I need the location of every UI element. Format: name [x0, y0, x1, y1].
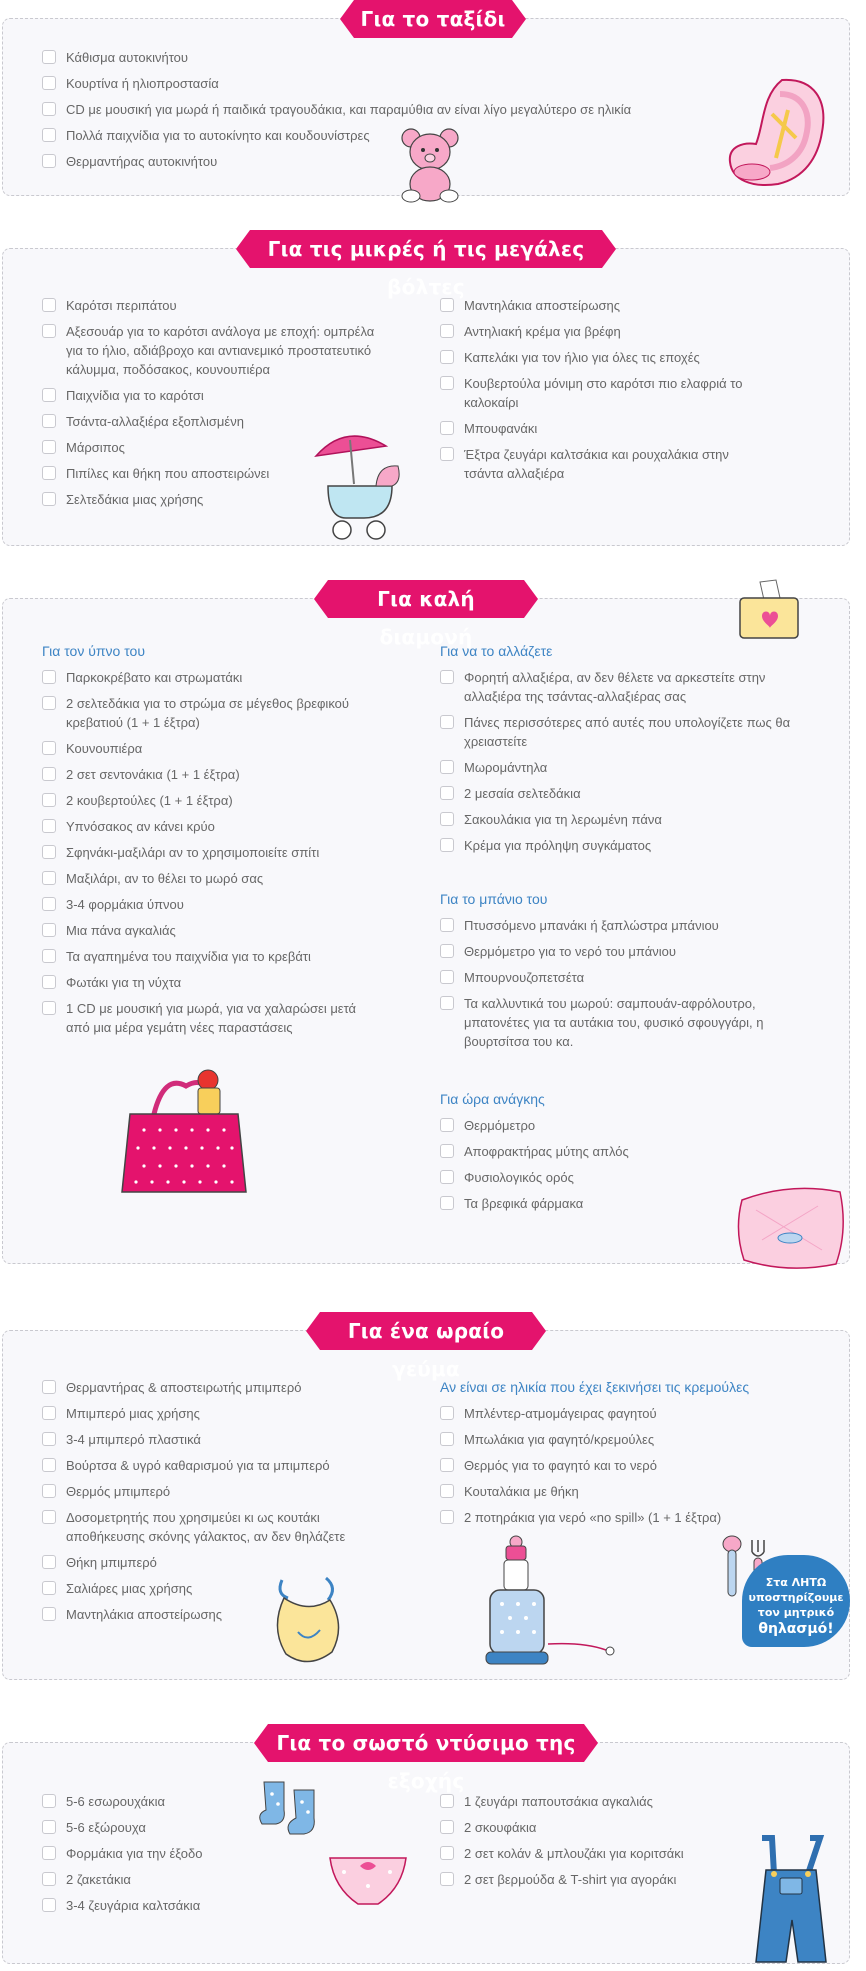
checklist-item [42, 843, 382, 862]
checklist-item-label: Θερμόμετρο για το νερό του μπάνιου [464, 944, 676, 959]
checklist-item-label: Θερμός για το φαγητό και το νερό [464, 1458, 657, 1473]
checklist-item [42, 817, 382, 836]
checkbox[interactable] [42, 1432, 56, 1446]
checkbox[interactable] [42, 1898, 56, 1912]
checklist-item [42, 1430, 382, 1449]
checkbox[interactable] [42, 1607, 56, 1621]
clothes-right-list [440, 1792, 760, 1896]
checklist-item [42, 895, 382, 914]
checklist-item [440, 942, 800, 961]
checkbox[interactable] [42, 388, 56, 402]
change-heading: Για να το αλλάζετε [440, 643, 553, 659]
checklist-item [440, 1142, 740, 1161]
checkbox[interactable] [42, 466, 56, 480]
car-seat-icon [722, 74, 834, 192]
checkbox[interactable] [42, 1872, 56, 1886]
checkbox[interactable] [440, 670, 454, 684]
checklist-item-label: Πιπίλες και θήκη που αποστειρώνει [66, 466, 270, 481]
checklist-item-label: Σακουλάκια για τη λερωμένη πάνα [464, 812, 662, 827]
diaper-icon [326, 1848, 410, 1914]
checklist-item [440, 994, 800, 1051]
checklist-item-label: Τα καλλυντικά του μωρού: σαμπουάν-αφρόλουτρο, μπατονέτες για τα αυτάκια του, φυσικό σφουγγάρι, η βουρτσίτσα του κα. [464, 996, 764, 1049]
checklist-item [440, 296, 750, 315]
tissue-box-icon [734, 578, 804, 644]
checkbox[interactable] [42, 1846, 56, 1860]
checkbox[interactable] [42, 102, 56, 116]
checklist-item-label: CD με μουσική για μωρά ή παιδικά τραγουδάκια, και παραμύθια αν είναι λίγο μεγαλύτερο σε ηλικία [66, 102, 632, 117]
checklist-item [440, 322, 750, 341]
checklist-item [42, 1404, 382, 1423]
meal-right-column [440, 1378, 800, 1534]
checklist-item-label: Κάθισμα αυτοκινήτου [66, 50, 189, 65]
checklist-item-label: Κρέμα για πρόληψη συγκάματος [464, 838, 652, 853]
checklist-item [42, 668, 382, 687]
checkbox[interactable] [440, 1458, 454, 1472]
banner-clothes: Για το σωστό ντύσιμο της εξοχής [268, 1724, 584, 1762]
checklist-item-label: 2 σετ σεντονάκια (1 + 1 έξτρα) [66, 767, 240, 782]
checklist-item-label: Σελτεδάκια μιας χρήσης [66, 492, 204, 507]
checkbox[interactable] [42, 1001, 56, 1015]
checklist-item [440, 1116, 740, 1135]
checklist-item-label: Σαλιάρες μιας χρήσης [66, 1581, 193, 1596]
checklist-item [42, 152, 682, 171]
checkbox[interactable] [42, 793, 56, 807]
checkbox[interactable] [42, 154, 56, 168]
checkbox[interactable] [440, 760, 454, 774]
walks-right-list [440, 296, 750, 490]
checkbox[interactable] [42, 128, 56, 142]
checklist-item [42, 1508, 382, 1546]
banner-walks: Για τις μικρές ή τις μεγάλες βόλτες [250, 230, 602, 268]
checklist-item [440, 1430, 800, 1449]
checklist-item [42, 100, 682, 119]
checklist-item [42, 1456, 382, 1475]
checklist-item-label: Φορμάκια για την έξοδο [66, 1846, 203, 1861]
checklist-item-label: Θερμόμετρο [464, 1118, 536, 1133]
checklist-item [440, 1456, 800, 1475]
checkbox[interactable] [42, 1484, 56, 1498]
checklist-item [440, 1792, 760, 1811]
checklist-item [42, 1553, 382, 1572]
checklist-item-label: Κουρτίνα ή ηλιοπροστασία [66, 76, 219, 91]
checklist-item-label: Θήκη μπιμπερό [66, 1555, 157, 1570]
checklist-item [440, 1482, 800, 1501]
checklist-item [440, 1870, 760, 1889]
bath-heading: Για το μπάνιο του [440, 891, 548, 907]
checkbox[interactable] [42, 741, 56, 755]
checklist-item [440, 419, 750, 438]
checkbox[interactable] [42, 298, 56, 312]
checkbox[interactable] [440, 1820, 454, 1834]
checklist-item-label: Τα αγαπημένα του παιχνίδια για το κρεβάτι [66, 949, 311, 964]
checkbox[interactable] [440, 447, 454, 461]
checkbox[interactable] [440, 1118, 454, 1132]
checklist-item [42, 999, 382, 1037]
checklist-item-label: 2 ποτηράκια για νερό «no spill» (1 + 1 έξτρα) [464, 1510, 722, 1525]
checkbox[interactable] [42, 1510, 56, 1524]
checkbox[interactable] [440, 970, 454, 984]
checklist-item [440, 836, 800, 855]
checklist-item-label: Μια πάνα αγκαλιάς [66, 923, 176, 938]
banner-stay: Για καλή διαμονή [328, 580, 524, 618]
checkbox[interactable] [42, 845, 56, 859]
checkbox[interactable] [42, 1458, 56, 1472]
checklist-item-label: Αντηλιακή κρέμα για βρέφη [464, 324, 621, 339]
checklist-item [42, 1844, 342, 1863]
checklist-item-label: Θερμαντήρας αυτοκινήτου [66, 154, 218, 169]
checklist-item-label: 2 μεσαία σελτεδάκια [464, 786, 581, 801]
checklist-item [440, 1404, 800, 1423]
checkbox[interactable] [42, 923, 56, 937]
checklist-item-label: 2 σετ κολάν & μπλουζάκι για κοριτσάκι [464, 1846, 684, 1861]
stay-change-column [440, 642, 800, 862]
purees-heading: Αν είναι σε ηλικία που έχει ξεκινήσει τις κρεμούλες [440, 1379, 750, 1395]
checklist-item-label: Μπουφανάκι [464, 421, 538, 436]
checklist-item-label: Παρκοκρέβατο και στρωματάκι [66, 670, 243, 685]
checklist-item [440, 713, 800, 751]
checklist-item [440, 1844, 760, 1863]
checklist-item-label: Δοσομετρητής που χρησιμεύει κι ως κουτάκι αποθήκευσης σκόνης γάλακτος, αν δεν θηλάζετε [66, 1510, 346, 1544]
pillow-icon [732, 1180, 850, 1276]
checklist-item [42, 869, 382, 888]
checkbox[interactable] [42, 1581, 56, 1595]
checklist-item-label: Βούρτσα & υγρό καθαρισμού για τα μπιμπερό [66, 1458, 330, 1473]
checklist-item-label: 2 σετ βερμούδα & T-shirt για αγοράκι [464, 1872, 677, 1887]
checklist-item [42, 694, 382, 732]
checklist-item-label: Φορητή αλλαξιέρα, αν δεν θέλετε να αρκεστείτε στην αλλαξιέρα της τσάντας-αλλαξιέρας σας [464, 670, 766, 704]
checkbox[interactable] [42, 1406, 56, 1420]
banner-travel: Για το ταξίδι [354, 0, 512, 38]
checklist-item-label: Κουνουπιέρα [66, 741, 143, 756]
checklist-item-label: Τα βρεφικά φάρμακα [464, 1196, 584, 1211]
checkbox[interactable] [440, 324, 454, 338]
checkbox[interactable] [42, 975, 56, 989]
checklist-item [440, 968, 800, 987]
travel-list [42, 48, 682, 178]
checkbox[interactable] [440, 812, 454, 826]
checklist-item [42, 921, 382, 940]
checkbox[interactable] [440, 918, 454, 932]
checklist-item-label: 3-4 ζευγάρια καλτσάκια [66, 1898, 201, 1913]
bubble-line-1: Στα ΛΗΤΩ [765, 1576, 827, 1589]
checklist-item [440, 784, 800, 803]
checklist-item [42, 1896, 342, 1915]
checkbox[interactable] [440, 421, 454, 435]
stay-bath-column [440, 890, 800, 1058]
checklist-item [42, 296, 392, 315]
checklist-item [42, 1482, 382, 1501]
checklist-item [42, 765, 382, 784]
checkbox[interactable] [440, 1406, 454, 1420]
checklist-item-label: Τσάντα-αλλαξιέρα εξοπλισμένη [66, 414, 244, 429]
bubble-line-2: υποστηρίζουμε [748, 1591, 844, 1604]
checklist-item-label: 1 CD με μουσική για μωρά, για να χαλαρώσει μετά από μια μέρα γεμάτη νέες παραστάσεις [66, 1001, 357, 1035]
checklist-item [440, 668, 800, 706]
checkbox[interactable] [440, 1510, 454, 1524]
checkbox[interactable] [440, 715, 454, 729]
overalls-icon [744, 1834, 838, 1970]
checklist-item [42, 947, 382, 966]
checkbox[interactable] [440, 1484, 454, 1498]
checkbox[interactable] [440, 1144, 454, 1158]
checklist-item-label: Καρότσι περιπάτου [66, 298, 177, 313]
checkbox[interactable] [440, 786, 454, 800]
checklist-item-label: 1 ζευγάρι παπουτσάκια αγκαλιάς [464, 1794, 653, 1809]
checkbox[interactable] [440, 1196, 454, 1210]
checklist-item-label: Έξτρα ζευγάρι καλτσάκια και ρουχαλάκια στην τσάντα αλλαξιέρα [464, 447, 729, 481]
checkbox[interactable] [42, 767, 56, 781]
checklist-item [440, 445, 750, 483]
checklist-item [42, 973, 382, 992]
stay-sleep-column [42, 642, 382, 1044]
checkbox[interactable] [42, 1380, 56, 1394]
checklist-item [440, 348, 750, 367]
checkbox[interactable] [440, 1432, 454, 1446]
checkbox[interactable] [42, 414, 56, 428]
checklist-item [42, 74, 682, 93]
checkbox[interactable] [42, 871, 56, 885]
checkbox[interactable] [42, 1820, 56, 1834]
checklist-item-label: Σφηνάκι-μαξιλάρι αν το χρησιμοποιείτε σπίτι [66, 845, 320, 860]
checklist-item [42, 386, 392, 405]
checklist-item-label: Πάνες περισσότερες από αυτές που υπολογίζετε πως θα χρειαστείτε [464, 715, 791, 749]
checkbox[interactable] [440, 1872, 454, 1886]
checklist-item-label: 2 κουβερτούλες (1 + 1 έξτρα) [66, 793, 233, 808]
checklist-item-label: Θερμαντήρας & αποστειρωτής μπιμπερό [66, 1380, 302, 1395]
checkbox[interactable] [42, 670, 56, 684]
checklist-item-label: Καπελάκι για τον ήλιο για όλες τις εποχές [464, 350, 700, 365]
checkbox[interactable] [42, 50, 56, 64]
checklist-item-label: 3-4 μπιμπερό πλαστικά [66, 1432, 201, 1447]
bottle-warmer-icon [484, 1534, 626, 1670]
checklist-item-label: 5-6 εξώρουχα [66, 1820, 146, 1835]
handbag-icon [114, 1066, 254, 1198]
checklist-item-label: Μαντηλάκια αποστείρωσης [464, 298, 620, 313]
checklist-item-label: 2 σκουφάκια [464, 1820, 537, 1835]
checklist-item-label: Μπουρνουζοπετσέτα [464, 970, 585, 985]
checklist-item-label: Αξεσουάρ για το καρότσι ανάλογα με εποχή: ομπρέλα για το ήλιο, αδιάβροχο και αντιανεμικό προστατευτικό κάλυμμα, ποδόσακος, κουνουπιέρα [66, 324, 375, 377]
checklist-item-label: Κουταλάκια με θήκη [464, 1484, 579, 1499]
checklist-item [440, 374, 750, 412]
checklist-item-label: Μαξιλάρι, αν το θέλει το μωρό σας [66, 871, 264, 886]
checklist-item-label: 2 σελτεδάκια για το στρώμα σε μέγεθος βρεφικού κρεβατιού (1 + 1 έξτρα) [66, 696, 350, 730]
checklist-item [440, 916, 800, 935]
bubble-line-3: τον μητρικό [757, 1606, 835, 1619]
bib-icon [268, 1574, 348, 1670]
checklist-item-label: Φωτάκι για τη νύχτα [66, 975, 182, 990]
checklist-item [42, 791, 382, 810]
checkbox[interactable] [42, 492, 56, 506]
breastfeeding-support-badge [742, 1555, 850, 1647]
checklist-item-label: Κουβερτούλα μόνιμη στο καρότσι πιο ελαφριά το καλοκαίρι [464, 376, 743, 410]
checklist-item [440, 1194, 740, 1213]
checkbox[interactable] [42, 440, 56, 454]
checklist-item [42, 48, 682, 67]
checkbox[interactable] [42, 1555, 56, 1569]
bubble-line-4: θηλασμό! [758, 1621, 834, 1637]
checklist-item-label: Μωρομάντηλα [464, 760, 548, 775]
checkbox[interactable] [42, 696, 56, 710]
checklist-item-label: Θερμός μπιμπερό [66, 1484, 171, 1499]
checkbox[interactable] [42, 949, 56, 963]
checklist-item-label: Πολλά παιχνίδια για το αυτοκίνητο και κουδουνίστρες [66, 128, 370, 143]
checkbox[interactable] [440, 996, 454, 1010]
checklist-item-label: 3-4 φορμάκια ύπνου [66, 897, 184, 912]
checklist-item-label: Πτυσσόμενο μπανάκι ή ξαπλώστρα μπάνιου [464, 918, 719, 933]
checklist-item-label: Υπνόσακος αν κάνει κρύο [66, 819, 215, 834]
checklist-item [440, 758, 800, 777]
checkbox[interactable] [440, 350, 454, 364]
checklist-item-label: Φυσιολογικός ορός [464, 1170, 574, 1185]
checkbox[interactable] [440, 376, 454, 390]
checkbox[interactable] [42, 819, 56, 833]
checklist-item [440, 1818, 760, 1837]
stroller-icon [306, 426, 406, 544]
teddy-bear-icon [395, 124, 465, 204]
checkbox[interactable] [440, 1170, 454, 1184]
checkbox[interactable] [440, 1846, 454, 1860]
checklist-item-label: Μπιμπερό μιας χρήσης [66, 1406, 200, 1421]
emergency-heading: Για ώρα ανάγκης [440, 1091, 545, 1107]
sleep-heading: Για τον ύπνο του [42, 643, 145, 659]
checklist-item-label: 2 ζακετάκια [66, 1872, 131, 1887]
checklist-item-label: Μαντηλάκια αποστείρωσης [66, 1607, 222, 1622]
checklist-item [42, 1378, 382, 1397]
checklist-item-label: Μπλέντερ-ατμομάγειρας φαγητού [464, 1406, 657, 1421]
checkbox[interactable] [42, 1794, 56, 1808]
checkbox[interactable] [440, 944, 454, 958]
checklist-item [440, 1508, 800, 1527]
banner-meal: Για ένα ωραίο γεύμα [320, 1312, 532, 1350]
checklist-item-label: Παιχνίδια για το καρότσι [66, 388, 204, 403]
checkbox[interactable] [42, 897, 56, 911]
checkbox[interactable] [42, 324, 56, 338]
checklist-item-label: Μπωλάκια για φαγητό/κρεμούλες [464, 1432, 655, 1447]
checkbox[interactable] [440, 838, 454, 852]
checklist-item [42, 739, 382, 758]
socks-icon [256, 1776, 336, 1842]
checklist-item [42, 322, 392, 379]
checklist-item [440, 1168, 740, 1187]
checkbox[interactable] [42, 76, 56, 90]
checklist-item [440, 810, 800, 829]
checklist-item-label: 5-6 εσωρουχάκια [66, 1794, 165, 1809]
checklist-item [42, 1870, 342, 1889]
checklist-item-label: Αποφρακτήρας μύτης απλός [464, 1144, 629, 1159]
checklist-item-label: Μάρσιπος [66, 440, 125, 455]
checklist-item [42, 126, 682, 145]
stay-emergency-column [440, 1090, 740, 1220]
